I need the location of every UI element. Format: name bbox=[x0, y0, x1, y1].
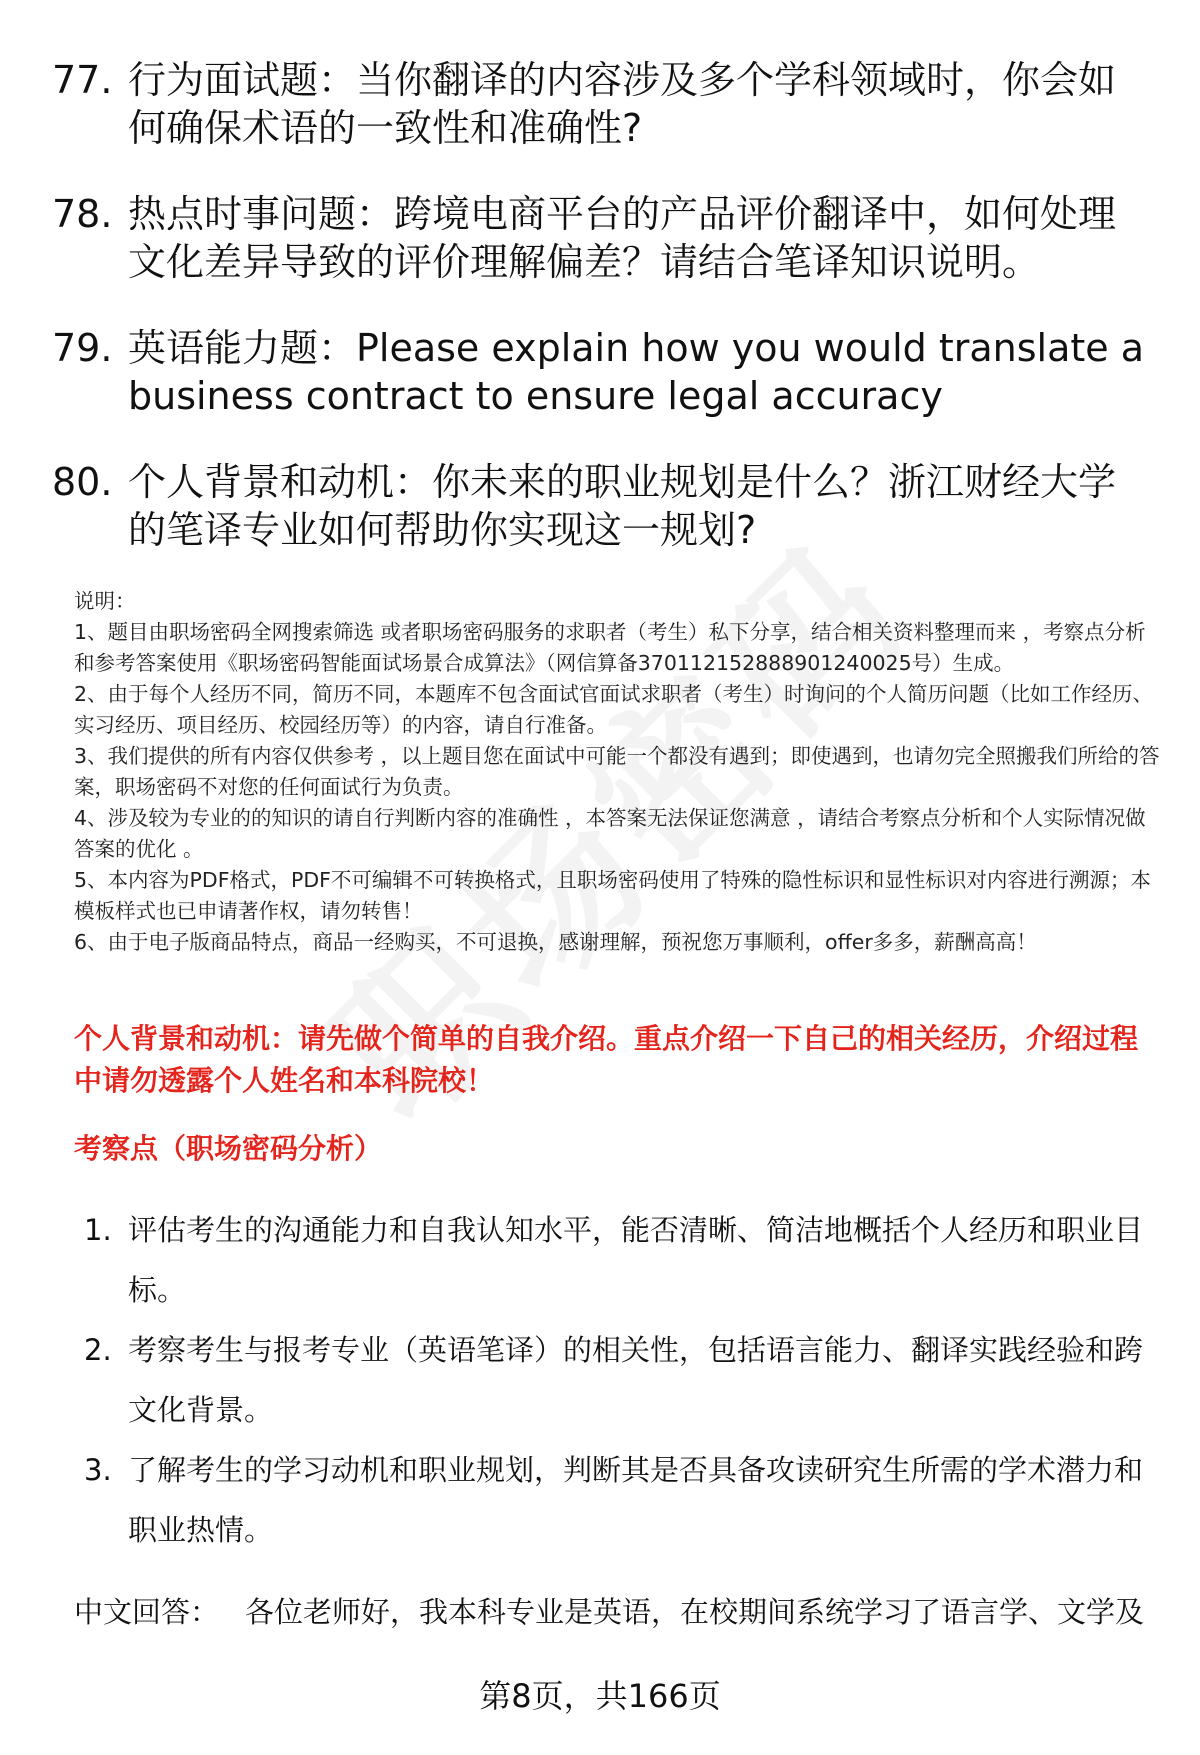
point-number: 3. bbox=[84, 1453, 112, 1487]
question-text: 英语能力题：Please explain how you would translate a business contract to ensure legal accuracy bbox=[128, 326, 1145, 418]
analysis-points bbox=[84, 1200, 1164, 1560]
answer-label: 中文回答： bbox=[74, 1595, 220, 1629]
question-number: 79. bbox=[52, 326, 113, 370]
point-text: 考察考生与报考专业（英语笔译）的相关性，包括语言能力、翻译实践经验和跨文化背景。 bbox=[128, 1333, 1144, 1427]
notes-title: 说明： bbox=[74, 589, 136, 613]
question-list bbox=[52, 56, 1152, 592]
page-footer: 第8页，共166页 bbox=[479, 1677, 721, 1715]
question-heading: 个人背景和动机：请先做个简单的自我介绍。重点介绍一下自己的相关经历，介绍过程中请勿透露个人姓名和本科院校！ bbox=[74, 1022, 1139, 1097]
point-text: 了解考生的学习动机和职业规划，判断其是否具备攻读研究生所需的学术潜力和职业热情。 bbox=[128, 1453, 1144, 1547]
note-item: 6、由于电子版商品特点，商品一经购买，不可退换，感谢理解，预祝您万事顺利，offer多多，薪酬高高！ bbox=[74, 930, 1037, 954]
question-item bbox=[52, 324, 1152, 420]
note-item: 1、题目由职场密码全网搜索筛选 或者职场密码服务的求职者（考生）私下分享，结合相关资料整理而来 ，考察点分析和参考答案使用《职场密码智能面试场景合成算法》（网信算备370112152888901240025号）生成。 bbox=[74, 620, 1146, 675]
question-text: 个人背景和动机：你未来的职业规划是什么？浙江财经大学的笔译专业如何帮助你实现这一规划? bbox=[128, 460, 1117, 552]
note-item: 4、涉及较为专业的的知识的请自行判断内容的准确性 ，本答案无法保证您满意 ，请结合考察点分析和个人实际情况做答案的优化 。 bbox=[74, 806, 1146, 861]
note-item: 2、由于每个人经历不同，简历不同，本题库不包含面试官面试求职者（考生）时询问的个人简历问题（比如工作经历、实习经历、项目经历、校园经历等）的内容，请自行准备。 bbox=[74, 682, 1154, 737]
question-text: 热点时事问题：跨境电商平台的产品评价翻译中，如何处理文化差异导致的评价理解偏差？请结合笔译知识说明。 bbox=[128, 192, 1117, 284]
note-item: 5、本内容为PDF格式，PDF不可编辑不可转换格式，且职场密码使用了特殊的隐性标识和显性标识对内容进行溯源；本模板样式也已申请著作权，请勿转售！ bbox=[74, 868, 1151, 923]
answer-text: 各位老师好，我本科专业是英语，在校期间系统学习了语言学、文学及 bbox=[245, 1595, 1145, 1629]
notes-section bbox=[74, 586, 1164, 958]
analysis-point bbox=[84, 1200, 1164, 1320]
question-item bbox=[52, 458, 1152, 554]
question-item bbox=[52, 190, 1152, 286]
question-number: 78. bbox=[52, 192, 113, 236]
note-item: 3、我们提供的所有内容仅供参考 ，以上题目您在面试中可能一个都没有遇到；即使遇到，也请勿完全照搬我们所给的答案，职场密码不对您的任何面试行为负责。 bbox=[74, 744, 1160, 799]
question-number: 80. bbox=[52, 460, 113, 504]
point-number: 2. bbox=[84, 1333, 112, 1367]
analysis-point bbox=[84, 1440, 1164, 1560]
question-item bbox=[52, 56, 1152, 152]
point-text: 评估考生的沟通能力和自我认知水平，能否清晰、简洁地概括个人经历和职业目标。 bbox=[128, 1213, 1144, 1307]
answer-section bbox=[74, 1592, 1164, 1632]
analysis-heading: 考察点（职场密码分析） bbox=[74, 1132, 383, 1165]
question-text: 行为面试题：当你翻译的内容涉及多个学科领域时，你会如何确保术语的一致性和准确性? bbox=[128, 58, 1117, 150]
question-number: 77. bbox=[52, 58, 113, 102]
analysis-point bbox=[84, 1320, 1164, 1440]
point-number: 1. bbox=[84, 1213, 112, 1247]
